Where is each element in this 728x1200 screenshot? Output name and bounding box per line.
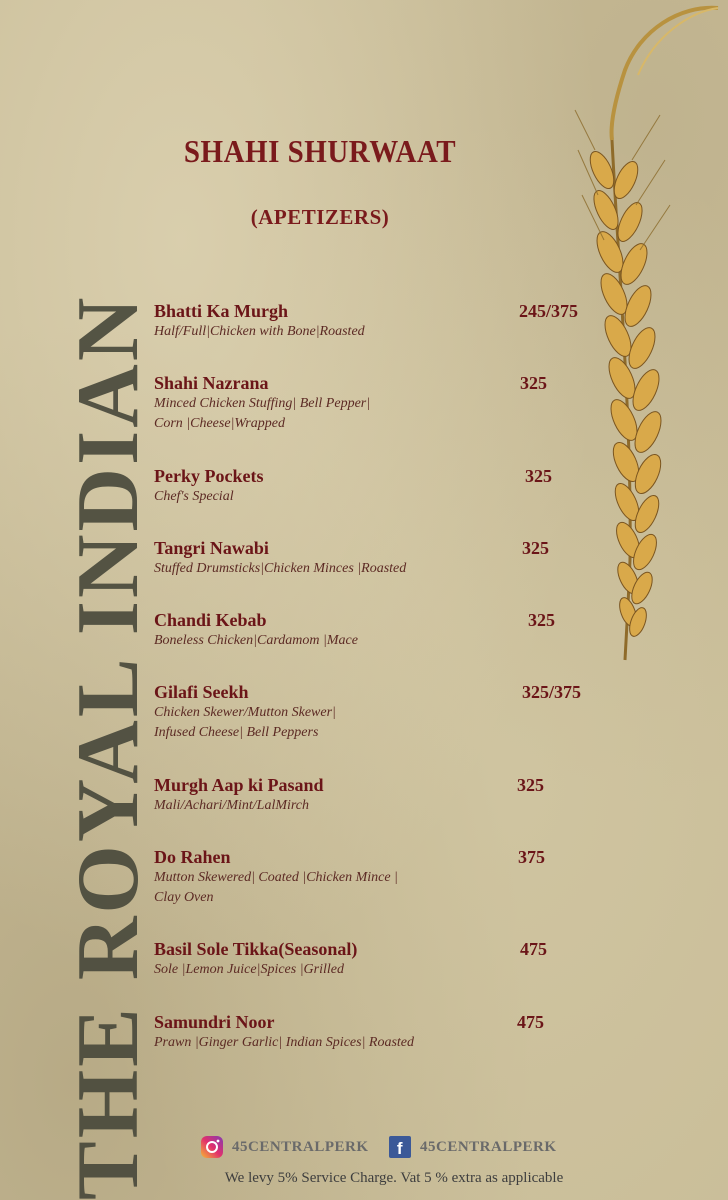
item-description: Infused Cheese| Bell Peppers: [154, 725, 319, 740]
menu-item: [154, 846, 614, 908]
item-price: 325: [522, 538, 549, 558]
item-description: Chef's Special: [154, 489, 234, 504]
footer-note: We levy 5% Service Charge. Vat 5 % extra as applicable: [224, 1170, 564, 1186]
menu-item: [154, 774, 614, 816]
section-subtitle: (APETIZERS): [250, 205, 390, 229]
item-description: Half/Full|Chicken with Bone|Roasted: [154, 324, 365, 339]
item-name: Chandi Kebab: [154, 610, 267, 630]
item-name: Shahi Nazrana: [154, 373, 269, 393]
menu-item: [154, 1011, 614, 1053]
item-price: 325: [525, 466, 552, 486]
item-price: 245/375: [519, 301, 579, 321]
brand-vertical-title: THE ROYAL INDIAN: [60, 294, 157, 1200]
item-price: 475: [517, 1012, 544, 1032]
item-price: 325: [520, 373, 547, 393]
facebook-handle-text: 45CENTRALPERK: [420, 1138, 557, 1155]
item-price: 325: [528, 610, 555, 630]
item-description: Sole |Lemon Juice|Spices |Grilled: [154, 962, 344, 977]
item-price: 475: [520, 939, 547, 959]
item-price: 325: [517, 775, 544, 795]
section-title: SHAHI SHURWAAT: [183, 134, 457, 170]
menu-item: [154, 372, 614, 434]
menu-item: [154, 938, 614, 980]
item-name: Tangri Nawabi: [154, 538, 269, 558]
item-description: Boneless Chicken|Cardamom |Mace: [154, 633, 358, 648]
svg-text:f: f: [396, 1139, 404, 1158]
instagram-handle[interactable]: [200, 1135, 369, 1159]
item-name: Samundri Noor: [154, 1012, 275, 1032]
menu-item: [154, 300, 614, 342]
menu-item: [154, 681, 614, 743]
item-name: Basil Sole Tikka(Seasonal): [154, 939, 358, 959]
item-description: Prawn |Ginger Garlic| Indian Spices| Roasted: [154, 1035, 415, 1050]
item-name: Bhatti Ka Murgh: [154, 301, 289, 321]
item-description: Mutton Skewered| Coated |Chicken Mince |: [154, 870, 398, 885]
item-price: 375: [518, 847, 545, 867]
item-description: Mali/Achari/Mint/LalMirch: [154, 798, 310, 813]
menu-item: [154, 537, 614, 579]
item-description: Chicken Skewer/Mutton Skewer|: [154, 705, 336, 720]
item-description: Stuffed Drumsticks|Chicken Minces |Roasted: [154, 561, 407, 576]
item-price: 325/375: [522, 682, 582, 702]
instagram-icon: [200, 1135, 224, 1159]
item-name: Murgh Aap ki Pasand: [154, 775, 324, 795]
item-name: Perky Pockets: [154, 466, 264, 486]
item-description: Corn |Cheese|Wrapped: [154, 416, 285, 431]
item-description: Clay Oven: [154, 890, 214, 905]
menu-item: [154, 609, 614, 651]
facebook-handle[interactable]: [388, 1135, 557, 1159]
menu-item: [154, 465, 614, 507]
instagram-handle-text: 45CENTRALPERK: [232, 1138, 369, 1155]
item-name: Do Rahen: [154, 847, 231, 867]
item-description: Minced Chicken Stuffing| Bell Pepper|: [154, 396, 371, 411]
item-name: Gilafi Seekh: [154, 682, 249, 702]
facebook-icon: [388, 1135, 412, 1159]
